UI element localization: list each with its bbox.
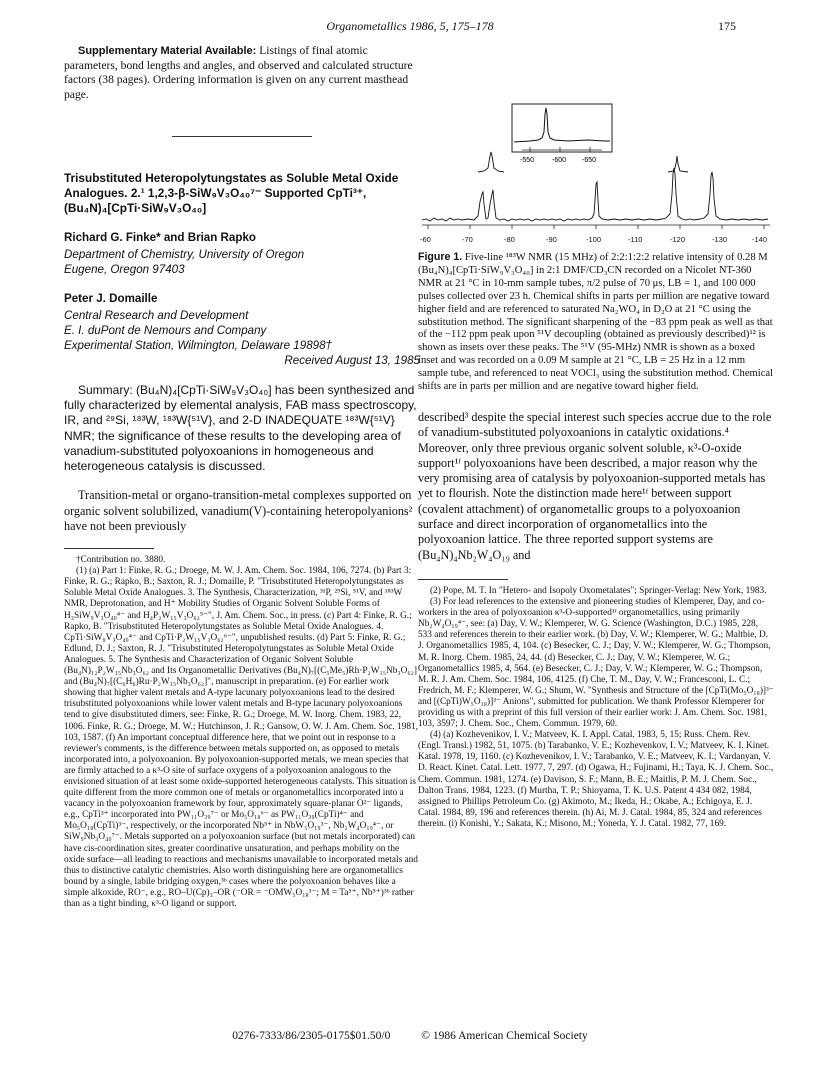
axis-tick-label: -80 (504, 235, 515, 244)
axis-tick-label: -60 (420, 235, 431, 244)
axis-tick-label: -130 (712, 235, 728, 244)
footnotes-left (64, 555, 420, 910)
decoupled-inset-1 (478, 152, 504, 172)
axis-tick-label: -100 (586, 235, 602, 244)
figure-caption-text: Five-line ¹⁸³W NMR (15 MHz) of 2:2:1:2:2 relative intensity of 0.28 M (Bu₄N)₄[CpTi·SiW₉V₃O₄₀] in 2:1 DMF/CD₃CN recorded on a Nicolet NT-360 NMR at 21 °C in 10-mm sample tubes, π/2 pulse of 70 μs, LB = 1, and 100 000 pulses collected over 23 h. Chemical shifts in parts per million are negative toward higher field and are referenced to saturated Na₂WO₄ in D₂O at 21 °C using the substitution method. The significant sharpening of the −83 ppm peak as well as that of the −112 ppm peak upon ⁵¹V decoupling (obtained as previously described)¹² is shown as insets over these peaks. The ⁵¹V (95-MHz) NMR is shown as a boxed inset and was recorded on a 0.09 M sample at 21 °C, LB = 25 Hz in a 12 mm sample tube, and referenced to neat VOCl₃ using the substitution method. Chemical shifts are in parts per million and are negative toward higher field. (418, 252, 774, 393)
axis-tick-label: -70 (462, 235, 473, 244)
affiliation-line: Experimental Station, Wilmington, Delaware 19898† (64, 339, 332, 352)
footnote: (3) For lead references to the extensive and pioneering studies of Klemperer, Day, and co-workers in the area of polyoxoanion κ³-O-supported¹ᶠ organometallics, using primarily Nb₂W₄O₁₉⁴⁻, see: (a) Day, V. W.; Klemperer, W. G. Science (Washington, D.C.) 1985, 228, 533 and references therein to their earlier work. (b) Day, V. W.; Klemperer, W. G.; Maltbie, D. J. Organometallics 1985, 4, 104. (c) Besecker, C. J.; Day, V. W.; Klemperer, W. G.; Thompson, M. R. Inorg. Chem. 1985, 24, 44. (d) Besecker, C. J.; Day, V. W.; Klemperer, W. G.; Organometallics 1985, 4, 564. (e) Besecker, C. J.; Day, V. W.; Klemperer, W. G.; Thompson, M. R. J. Am. Chem. Soc. 1984, 106, 4125. (f) Che, T. M., Day, V. W.; Francesconi, L. C.; Fredrich, M. F.; Klemperer, W. G.; Shum, W. "Synthesis and Structure of the [CpTi(Mo₅O₁₈)]³⁻ and [(CpTi)W₅O₁₈)]³⁻ Anions", submitted for publication. We thank Professor Klemperer for providing us with a preprint of this full version of their earlier work: J. Am. Chem. Soc. 1981, 103, 3597; J. Chem. Soc., Chem. Commun. 1979, 60. (418, 597, 774, 730)
axis-tick-label: -140 (752, 235, 768, 244)
main-axis-ticks (428, 225, 764, 229)
affiliation-line: Central Research and Development (64, 309, 249, 322)
affiliation-line: E. I. duPont de Nemours and Company (64, 324, 267, 337)
affiliation-1 (64, 247, 420, 277)
axis-tick-label: -120 (670, 235, 686, 244)
page-footer (0, 1030, 820, 1042)
footer-code: 0276-7333/86/2305-0175$01.50/0 (232, 1030, 391, 1042)
footnotes-right (418, 586, 774, 830)
intro-paragraph-left: Transition-metal or organo-transition-metal complexes supported on organic solvent solubilized, vanadium(V)-containing heteropolyanions² have not been previously (64, 488, 413, 533)
footnote: (1) (a) Part 1: Finke, R. G.; Droege, M. W. J. Am. Chem. Soc. 1984, 106, 7274. (b) Part 3: Finke, R. G.; Rapko, B.; Saxton, R. J.; Domaille, P. "Trisubstituted Heteropolytungstates as Soluble Metal Oxide Analogues. 3. The Synthesis, Characterization, ³¹P, ²⁹Si, ⁵¹V, and ¹⁸³W NMR, Deprotonation, and H⁺ Mobility Studies of Organic Solvent Soluble Forms of H₃SiW₉V₃O₄₀⁴⁻ and H₄P₂W₁₅V₃O₆₂⁵⁻", J. Am. Chem. Soc., in press. (c) Part 4: Finke, R. G.; Rapko, B. "Trisubstituted Heteropolytungstates as Soluble Metal Oxide Analogues. 4. CpTi·SiW₉V₃O₄₀⁴⁻ and CpTi·P₂W₁₅V₃O₆₂⁶⁻", unpublished results. (d) Part 5: Finke, R. G.; Edlund, D. J.; Saxton, R. J. "Trisubstituted Heteropolytungstates as Soluble Metal Oxide Analogues. 5. The Synthesis and Characterization of Organic Solvent Soluble (Bu₄N)₁₂P₂W₁₅Nb₃O₆₂ and Its Organometallic Derivatives (Bu₄N)₇[(C₅Me₅)Rh·P₂W₁₅Nb₃O₆₂] and (Bu₄N)₇[(C₆H₆)Ru·P₂W₁₅Nb₃O₆₂]", manuscript in preparation. (e) For earlier work showing that higher valent metals and A-type lacunary polyoxoanions lead to the desired trisubstituted polyoxoanions while lower valent metals and B-type lacunary polyoxoanions tend to give disubstituted dimers, see: Finke, R. G.; Droege, M. W. Inorg. Chem. 1983, 22, 1006. Finke, R. G.; Droege, M. W.; Hutchinson, J. R.; Gansow, O. W. J. Am. Chem. Soc. 1981, 103, 1587. (f) An important conceptual difference here, that we point out in response to a reviewer's comments, is the difference between metals supported on, as opposed to metals incorporated into, a polyoxoanion. By polyoxoanion-supported metals, we mean species that are firmly attached to a κ³-O site of surface oxygens of a polyoxoanion analogous to the envisioned situation of at least some oxide-supported heterogeneous catalysts. This situation is quite different from the more common one of metals or organometallics incorporated into a vacancy in the polyoxoanion framework by four, approximately square-planar O²⁻ ligands, e.g., CpTi³⁺ incorporated into PW₁₁O₃₉⁷⁻ or Mo₅O₁₈⁶⁻ as PW₁₁O₃₉(CpTi)⁴⁻ and Mo₅O₁₈(CpTi)³⁻, respectively, or the incorporated Nb⁵⁺ in NbW₅O₁₉³⁻, Nb₂W₄O₁₉⁴⁻, or SiW₉Nb₃O₄₀⁷⁻. Metals supported on a polyoxoanion surface (but not metals incorporated) can have cis-coordination sites, greater coordinative unsaturation, and perhaps mobility on the oxide surface—all leading to reactions and mechanisms unavailable to incorporated metals and thus to distinctive catalytic chemistries. Also worth distinguishing here are organometallics bound by a single, labile bridging oxygen,³ᵇ cases where the polyoxoanion behaves like a simple alkoxide, RO⁻, e.g., RO–U(Cp)₃–OR (⁻OR = ⁻OMW₅O₁₈³⁻; M = Ta⁵⁺, Nb⁵⁺)³ᵇ rather than as a tight binding, κ³-O ligand or support. (64, 566, 418, 910)
supplementary-label: Supplementary Material Available: (78, 45, 257, 57)
footnote: †Contribution no. 3880. (76, 555, 166, 566)
supplementary-material (64, 44, 420, 102)
authors-group-2: Peter J. Domaille (64, 292, 158, 305)
running-header-journal: Organometallics 1986, 5, 175–178 (326, 19, 494, 33)
inset-tick-label: -550 (520, 157, 535, 164)
nmr-spectrum-figure (418, 44, 774, 234)
footnote-divider (418, 579, 508, 580)
main-axis-labels (418, 235, 774, 247)
received-date: Received August 13, 1985 (284, 354, 420, 367)
inset-tick-label: -650 (582, 157, 597, 164)
page-number: 175 (718, 19, 736, 33)
v51-inset-box (512, 104, 612, 152)
footer-copyright: © 1986 American Chemical Society (421, 1030, 588, 1042)
v51-inset-trace (514, 108, 610, 142)
summary: Summary: (Bu₄N)₄[CpTi·SiW₉V₃O₄₀] has been synthesized and fully characterized by elemental analysis, FAB mass spectroscopy, IR, and ²⁹Si, ¹⁸³W, ¹⁸³W{⁵¹V}, and 2-D INADEQUATE ¹⁸³W{⁵¹V} NMR; the significance of these results to the developing area of vanadium-substituted polyoxoanions in homogeneous and heterogeneous catalysis is discussed. (64, 383, 417, 474)
footnote: (2) Pope, M. T. In "Hetero- and Isopoly Oxometalates"; Springer-Verlag: New York, 1983. (430, 585, 767, 596)
affiliation-2 (64, 308, 420, 353)
affiliation-line: Eugene, Oregon 97403 (64, 263, 185, 276)
intro-paragraph-right: described³ despite the special interest such species accrue due to the role of vanadium-substituted polyoxoanions in catalytic oxidations.⁴ Moreover, only three previous organic solvent soluble, κ³-O-oxide support¹ᶠ polyoxoanions have been described, a major reason why the very promising area of catalysis by polyoxoanion-supported metals has yet to flourish. Note the distinction made here¹ᶠ between support (covalent attachment) of organometallic groups to a polyoxoanion surface and direct incorporation of organometallics into the polyoxoanion lattice. The three reported support systems are (Bu₄N)₄Nb₂W₄O₁₉ and (418, 409, 772, 562)
right-column (418, 44, 774, 830)
figure-label: Figure 1. (418, 251, 463, 263)
axis-tick-label: -110 (628, 235, 643, 244)
footnote: (4) (a) Kozhevenikov, I. V.; Matveev, K. I. Appl. Catal. 1983, 5, 15; Russ. Chem. Rev. (Engl. Transl.) 1982, 51, 1075. (b) Tarabanko, V. E.; Kozhevenkov, I. V.; Matveev, K. I. Kinet. Katal. 1978, 19, 1160. (c) Kozhevenikov, I. V.; Tarabanko, V. E.; Matveev, K. I.; Vardanyan, V. D. React. Kinet. Catal. Lett. 1977, 7, 297. (d) Ogawa, H.; Fujinami, H.; Taya, K. J. Chem. Soc., Chem. Commun. 1981, 1274. (e) Davison, S. F.; Mann, B. E.; Maitlis, P. M. J. Chem. Soc., Dalton Trans. 1984, 1223. (f) Murtha, T. P.; Shioyama, T. K. U.S. Patent 4 434 082, 1984, assigned to Phillips Petroleum Co. (g) Akimoto, M.; Ikeda, H.; Okabe, A.; Echigoya, E. J. Catal. 1984, 89, 196 and references therein. (h) Ai, M. J. Catal. 1984, 85, 324 and references therein. (i) Konishi, Y.; Sakata, K.; Misono, M.; Yoneda, Y. J. Catal. 1982, 77, 169. (418, 730, 774, 829)
inset-tick-label: -600 (552, 157, 567, 164)
authors-group-1: Richard G. Finke* and Brian Rapko (64, 231, 256, 244)
left-column (64, 44, 420, 910)
article-title: Trisubstituted Heteropolytungstates as Soluble Metal Oxide Analogues. 2.¹ 1,2,3-β-SiW₉V₃O₄₀⁷⁻ Supported CpTi³⁺, (Bu₄N)₄[CpTi·SiW₉V₃O₄₀] (64, 171, 399, 215)
supplementary-text: Listings of final atomic parameters, bond lengths and angles, and observed and calculated structure factors (38 pages). Ordering information is given on any current masthead page. (64, 44, 413, 101)
decoupled-inset-2 (668, 156, 688, 172)
w183-spectrum-trace (422, 168, 768, 221)
affiliation-line: Department of Chemistry, University of Oregon (64, 248, 305, 261)
footnote-divider (64, 548, 154, 549)
axis-tick-label: -90 (546, 235, 557, 244)
figure-caption (418, 251, 774, 394)
section-divider (172, 136, 312, 137)
